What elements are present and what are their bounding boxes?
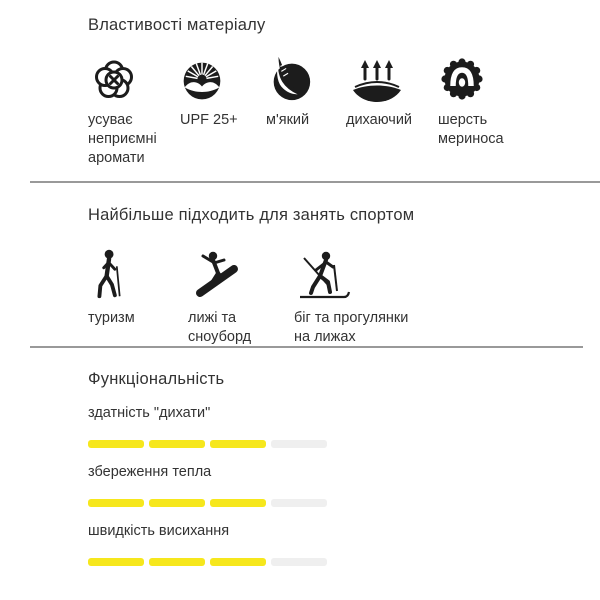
rating-segment-filled bbox=[88, 499, 144, 507]
sport-item-label: лижі та сноуборд bbox=[188, 310, 252, 346]
rating-segment-empty bbox=[271, 558, 327, 566]
material-item-label: м'який bbox=[266, 112, 310, 128]
sport-item-ski-snowboard bbox=[188, 245, 294, 347]
material-item-breathable bbox=[346, 55, 438, 168]
section-divider bbox=[30, 181, 600, 183]
material-item-label: дихаючий bbox=[346, 112, 413, 128]
cotton-flower-x-icon bbox=[88, 55, 180, 103]
rating-segment-filled bbox=[149, 440, 205, 448]
functionality-row-breathability bbox=[88, 405, 327, 448]
sport-item-xc-skiing bbox=[294, 245, 444, 347]
material-item-upf bbox=[180, 55, 266, 168]
material-items-row bbox=[88, 55, 550, 168]
functionality-row-label: здатність "дихати" bbox=[88, 405, 211, 421]
snowboarder-icon bbox=[188, 245, 294, 303]
material-item-label: шерсть мериноса bbox=[438, 112, 504, 148]
section-divider bbox=[30, 346, 583, 348]
sports-section bbox=[88, 206, 444, 347]
functionality-row-label: швидкість висихання bbox=[88, 523, 230, 539]
rating-segment-filled bbox=[210, 499, 266, 507]
cross-country-skier-icon bbox=[294, 245, 444, 303]
merino-wool-sheep-icon bbox=[438, 55, 550, 103]
functionality-section bbox=[88, 370, 327, 566]
sun-protection-icon bbox=[180, 55, 266, 103]
sport-item-label: біг та прогулянки на лижах bbox=[294, 310, 409, 346]
functionality-row-label: збереження тепла bbox=[88, 464, 212, 480]
functionality-section-title: Функціональність bbox=[88, 370, 225, 388]
material-item-odor-control bbox=[88, 55, 180, 168]
material-item-merino bbox=[438, 55, 550, 168]
sport-item-hiking bbox=[88, 245, 188, 347]
rating-bar bbox=[88, 440, 327, 448]
breathability-arrows-icon bbox=[346, 55, 438, 103]
rating-segment-filled bbox=[210, 440, 266, 448]
sports-items-row bbox=[88, 245, 444, 347]
feather-icon bbox=[266, 55, 346, 103]
functionality-row-drying-speed bbox=[88, 523, 327, 566]
rating-bar bbox=[88, 499, 327, 507]
rating-segment-filled bbox=[88, 558, 144, 566]
rating-segment-empty bbox=[271, 440, 327, 448]
functionality-row-warmth bbox=[88, 464, 327, 507]
material-item-label: усуває неприємні аромати bbox=[88, 112, 157, 167]
material-item-soft bbox=[266, 55, 346, 168]
rating-segment-filled bbox=[149, 499, 205, 507]
rating-bar bbox=[88, 558, 327, 566]
material-properties-section bbox=[88, 16, 550, 168]
rating-segment-filled bbox=[88, 440, 144, 448]
sports-section-title: Найбільше підходить для занять спортом bbox=[88, 206, 415, 224]
sport-item-label: туризм bbox=[88, 310, 135, 326]
hiker-icon bbox=[88, 245, 188, 303]
material-section-title: Властивості матеріалу bbox=[88, 16, 266, 34]
rating-segment-empty bbox=[271, 499, 327, 507]
rating-segment-filled bbox=[149, 558, 205, 566]
material-item-label: UPF 25+ bbox=[180, 112, 238, 128]
rating-segment-filled bbox=[210, 558, 266, 566]
